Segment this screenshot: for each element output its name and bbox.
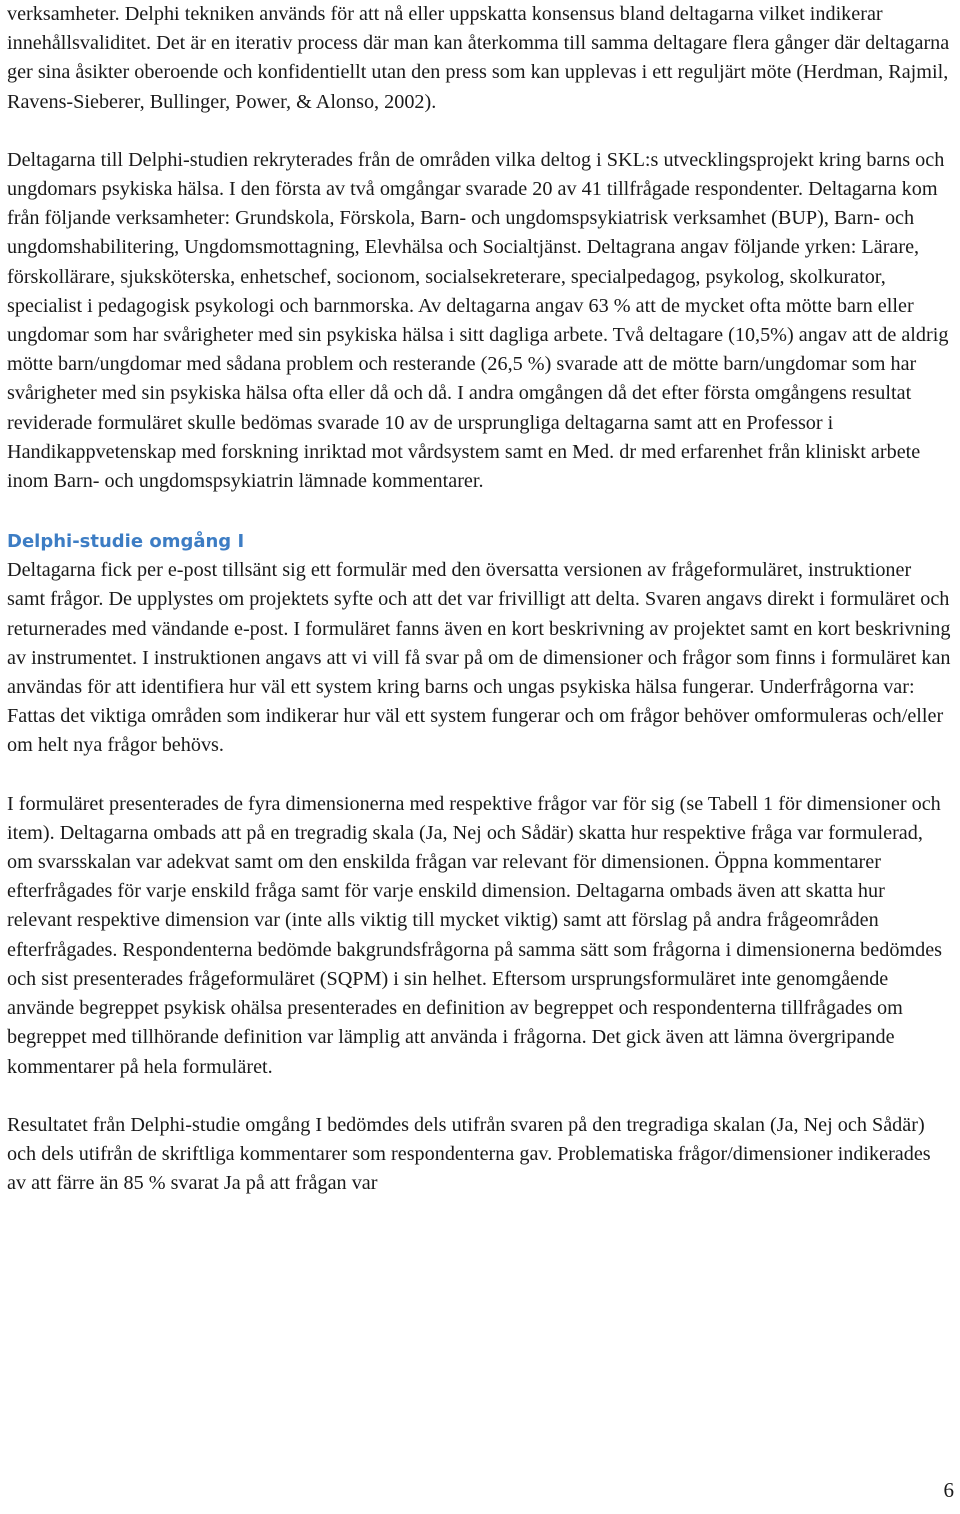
paragraph-gap <box>7 761 953 790</box>
paragraph-gap <box>7 496 953 525</box>
paragraph-participants: Deltagarna till Delphi-studien rekryterades från de områden vilka deltog i SKL:s utvecklingsprojekt kring barns och ungdomars psykiska hälsa. I den första av två omgångar svarade 20 av 41 tillfrågade respondenter. Deltagarna kom från följande verksamheter: Grundskola, Förskola, Barn- och ungdomspsykiatrisk verksamhet (BUP), Barn- och ungdomshabilitering, Ungdomsmottagning, Elevhälsa och Socialtjänst. Deltagrana angav följande yrken: Lärare, förskollärare, sjuksköterska, enhetschef, socionom, socialsekreterare, specialpedagog, psykolog, skolkurator, specialist i pedagogisk psykologi och barnmorska. Av deltagarna angav 63 % att de mycket ofta mötte barn eller ungdomar som har svårigheter med sin psykiska hälsa i sitt dagliga arbete. Två deltagare (10,5%) angav att de aldrig mötte barn/ungdomar med sådana problem och resterande (26,5 %) svarade att de mötte barn/ungdomar som har svårigheter med sin psykiska hälsa ofta eller då och då. I andra omgången då det efter första omgångens resultat reviderade formuläret skulle bedömas svarade 10 av de ursprungliga deltagarna samt att en Professor i Handikappvetenskap med forskning inriktad mot vårdsystem samt en Med. dr med erfarenhet från kliniskt arbete inom Barn- och ungdomspsykiatrin lämnade kommentarer. <box>7 148 949 493</box>
document-page <box>7 0 953 1198</box>
paragraph-gap <box>7 1082 953 1111</box>
paragraph-delphi-method: verksamheter. Delphi tekniken används för att nå eller uppskatta konsensus bland deltagarna vilket indikerar innehållsvaliditet. Det är en iterativ process där man kan återkomma till samma deltagare flera gånger där deltagarna ger sina åsikter oberoende och konfidentiellt utan den press som kan upplevas i ett reguljärt möte (Herdman, Rajmil, Ravens-Sieberer, Bullinger, Power, & Alonso, 2002). <box>7 3 950 113</box>
paragraph-results: Resultatet från Delphi-studie omgång I bedömdes dels utifrån svaren på den tregradiga skalan (Ja, Nej och Sådär) och dels utifrån de skriftliga kommentarer som respondenterna gav. Problematiska frågor/dimensioner indikerades av att färre än 85 % svarat Ja på att frågan var <box>7 1113 931 1195</box>
paragraph-gap <box>7 117 953 146</box>
paragraph-round-one-email: Deltagarna fick per e-post tillsänt sig ett formulär med den översatta versionen av frågeformuläret, instruktioner samt frågor. De upplystes om projektets syfte och att det var frivilligt att delta. Svaren angavs direkt i formuläret och returnerades med vändande e-post. I formuläret fanns även en kort beskrivning av projektet samt en kort beskrivning av instrumentet. I instruktionen angavs att vi vill få svar på om de dimensioner och frågor som finns i formuläret kan användas för att identifiera hur väl ett system kring barns och ungas psykiska hälsa fungerar. Underfrågorna var: Fattas det viktiga områden som indikerar hur väl ett system fungerar och om frågor behöver omformuleras och/eller om helt nya frågor behövs. <box>7 559 951 757</box>
section-heading: Delphi-studie omgång I <box>7 531 245 553</box>
page-number: 6 <box>943 1478 954 1502</box>
paragraph-dimensions: I formuläret presenterades de fyra dimensionerna med respektive frågor var för sig (se Tabell 1 för dimensioner och item). Deltagarna ombads att på en tregradig skala (Ja, Nej och Sådär) skatta hur respektive fråga var formulerad, om svarsskalan var adekvat samt om den enskilda frågan var relevant för dimensionen. Öppna kommentarer efterfrågades för varje enskild fråga samt för varje enskild dimension. Deltagarna ombads även att skatta hur relevant respektive dimension var (inte alls viktig till mycket viktig) samt att förslag på andra frågeområden efterfrågades. Respondenterna bedömde bakgrundsfrågorna på samma sätt som frågorna i dimensionerna bedömdes och sist presenterades frågeformuläret (SQPM) i sin helhet. Eftersom ursprungsformuläret inte genomgående använde begreppet psykisk ohälsa presenterades en definition av begreppet och respondenterna tillfrågades om begreppet med tillhörande definition var lämplig att använda i frågorna. Det gick även att lämna övergripande kommentarer på hela formuläret. <box>7 792 943 1078</box>
